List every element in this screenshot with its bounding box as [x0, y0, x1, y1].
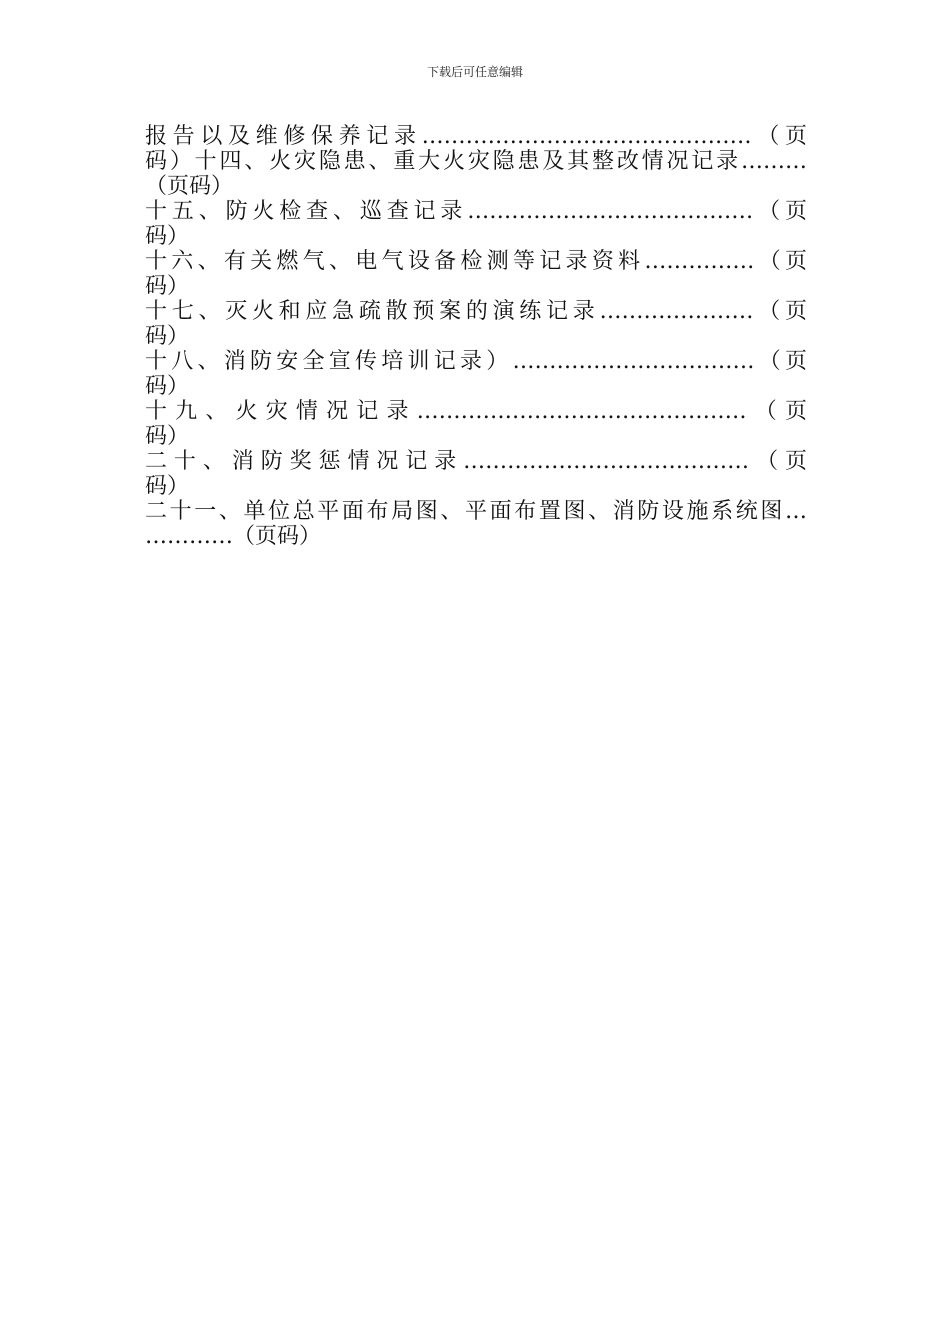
- toc-line: …………（页码）: [145, 524, 322, 549]
- toc-line: 十九、火灾情况记录………………………………………（页: [145, 399, 807, 424]
- table-of-contents: [145, 124, 807, 549]
- toc-line: 码）: [145, 474, 190, 499]
- toc-line: 码）十四、火灾隐患、重大火灾隐患及其整改情况记录………: [145, 149, 807, 174]
- toc-line: 十六、有关燃气、电气设备检测等记录资料……………（页: [145, 249, 807, 274]
- toc-line: 码）: [145, 224, 190, 249]
- toc-line: 二十一、单位总平面布局图、平面布置图、消防设施系统图…: [145, 499, 807, 524]
- toc-line: 码）: [145, 324, 190, 349]
- toc-line: 十七、灭火和应急疏散预案的演练记录…………………（页: [145, 299, 807, 324]
- page-header: 下载后可任意编辑: [426, 65, 523, 79]
- toc-line: 码）: [145, 274, 190, 299]
- toc-line: 码）: [145, 374, 190, 399]
- toc-line: 十五、防火检查、巡查记录…………………………………（页: [145, 199, 807, 224]
- toc-line: 十八、消防安全宣传培训记录）……………………………（页: [145, 349, 807, 374]
- toc-line: 二十、消防奖惩情况记录…………………………………（页: [145, 449, 807, 474]
- toc-line: （页码）: [145, 174, 234, 199]
- toc-line: 报告以及维修保养记录………………………………………（页: [145, 124, 807, 149]
- toc-line: 码）: [145, 424, 190, 449]
